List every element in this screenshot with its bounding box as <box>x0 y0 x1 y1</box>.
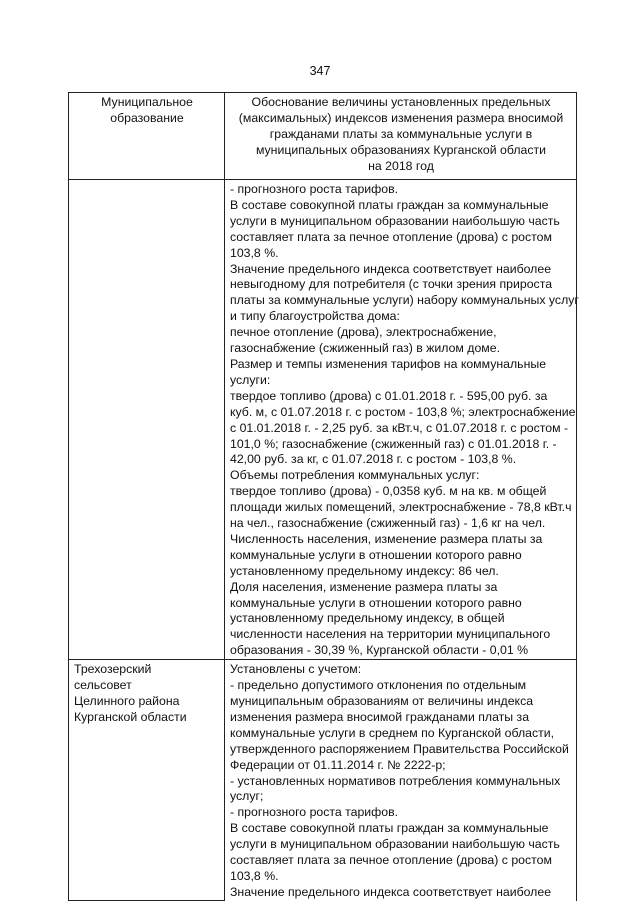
page-number: 347 <box>309 64 331 78</box>
text-line: составляет плата за печное отопление (дрова) с ростом <box>230 853 552 868</box>
text-line: с 01.01.2018 г. - 2,25 руб. за кВт.ч, с 01.07.2018 г. с ростом - <box>230 420 569 435</box>
text-line: услуги в муниципальном образовании наибольшую часть <box>230 213 560 228</box>
text-line: В составе совокупной платы граждан за коммунальные <box>230 821 549 836</box>
justification-cell <box>225 180 577 660</box>
text-line: Численность населения, изменение размера платы за <box>230 531 543 546</box>
tariff-justification-table <box>68 92 577 901</box>
justification-cell <box>225 660 577 901</box>
text-line: услуги в муниципальном образовании наибольшую часть <box>230 837 560 852</box>
text-line: составляет плата за печное отопление (дрова) с ростом <box>230 229 552 244</box>
text-line: Трехозерский <box>74 662 152 677</box>
text-line: изменения размера вносимой гражданами платы за <box>230 709 530 724</box>
table-header-row <box>69 93 577 180</box>
text-line: Курганской области <box>74 709 187 724</box>
text-line: Установлены с учетом: <box>230 662 362 677</box>
text-line: Федерации от 01.11.2014 г. № 2222-р; <box>230 757 446 772</box>
text-line: на чел., газоснабжение (сжиженный газ) - 1,6 кг на чел. <box>230 516 546 531</box>
header-line: на 2018 год <box>368 158 434 173</box>
text-line: - прогнозного роста тарифов. <box>230 182 399 196</box>
table-row <box>69 180 577 660</box>
header-line: Муниципальное <box>101 95 193 109</box>
text-line: услуг; <box>230 789 264 804</box>
text-line: муниципальным образованиям от величины индекса <box>230 694 534 708</box>
text-line: коммунальные услуги в среднем по Курганской области, <box>230 725 555 740</box>
text-line: коммунальные услуги в отношении которого равно <box>230 595 522 610</box>
header-line: гражданами платы за коммунальные услуги в <box>269 126 533 141</box>
text-line: - прогнозного роста тарифов. <box>230 805 399 820</box>
text-line: Размер и темпы изменения тарифов на коммунальные <box>230 356 547 371</box>
text-line: и типу благоустройства дома: <box>230 309 400 324</box>
text-line: 103,8 %. <box>230 245 279 260</box>
text-line: твердое топливо (дрова) - 0,0358 куб. м на кв. м общей <box>230 484 547 499</box>
text-line: Доля населения, изменение размера платы за <box>230 579 498 594</box>
text-line: Значение предельного индекса соответствует наиболее <box>230 884 552 899</box>
municipality-cell <box>69 660 225 901</box>
text-line: численности населения на территории муниципального <box>230 627 551 642</box>
text-line: куб. м, с 01.07.2018 г. с ростом - 103,8 %; электроснабжение <box>230 404 576 419</box>
text-line: 103,8 %. <box>230 868 279 883</box>
header-line: муниципальных образованиях Курганской области <box>255 142 547 157</box>
text-line: - установленных нормативов потребления коммунальных <box>230 773 561 788</box>
text-line: установленному предельному индексу: 86 чел. <box>230 563 499 578</box>
text-line: Целинного района <box>74 694 180 708</box>
header-line: Обоснование величины установленных предельных <box>251 95 551 109</box>
text-line: установленному предельному индексу, в общей <box>230 611 505 626</box>
text-line: сельсовет <box>74 678 132 693</box>
text-line: образования - 30,39 %, Курганской области - 0,01 % <box>230 643 529 658</box>
text-line: 101,0 %; газоснабжение (сжиженный газ) с 01.01.2018 г. - <box>230 436 557 451</box>
text-line: Значение предельного индекса соответствует наиболее <box>230 261 552 276</box>
text-line: невыгодному для потребителя (с точки зрения прироста <box>230 277 553 292</box>
table-row <box>69 660 577 901</box>
text-line: 42,00 руб. за кг, с 01.07.2018 г. с ростом - 103,8 %. <box>230 452 517 467</box>
text-line: газоснабжение (сжиженный газ) в жилом доме. <box>230 341 501 356</box>
header-line: образование <box>110 110 184 125</box>
header-line: (максимальных) индексов изменения размера вносимой <box>238 110 564 125</box>
text-line: коммунальные услуги в отношении которого равно <box>230 547 522 562</box>
text-line: площади жилых помещений, электроснабжение - 78,8 кВт.ч <box>230 500 572 515</box>
header-municipality <box>69 93 225 180</box>
municipality-cell <box>69 180 225 660</box>
text-line: печное отопление (дрова), электроснабжение, <box>230 325 497 340</box>
text-line: твердое топливо (дрова) с 01.01.2018 г. - 595,00 руб. за <box>230 388 548 403</box>
text-line: В составе совокупной платы граждан за коммунальные <box>230 197 549 212</box>
text-line: платы за коммунальные услуги) набору коммунальных услуг <box>230 293 579 308</box>
text-line: - предельно допустимого отклонения по отдельным <box>230 678 527 693</box>
text-line: услуги: <box>230 372 271 387</box>
text-line: Объемы потребления коммунальных услуг: <box>230 468 480 483</box>
text-line: утвержденного распоряжением Правительства Российской <box>230 741 569 756</box>
header-justification <box>225 93 577 180</box>
